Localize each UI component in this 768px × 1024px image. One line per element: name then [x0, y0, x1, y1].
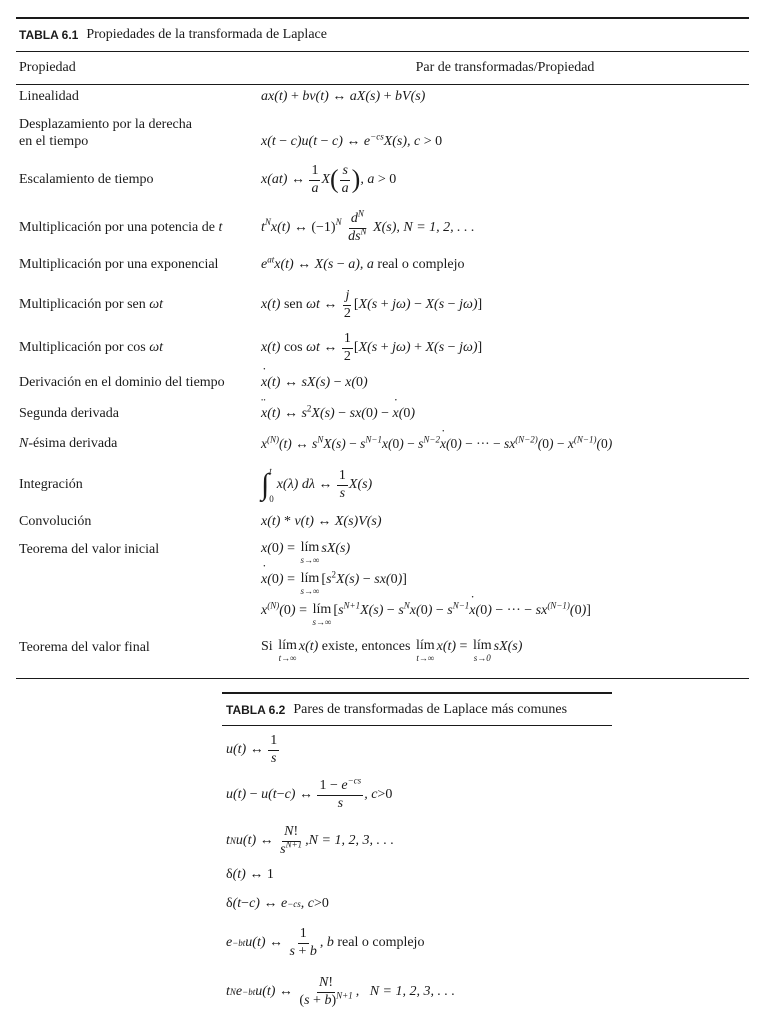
- row-label: Multiplicación por sen ωt: [19, 297, 164, 313]
- row-mult-cos: [16, 327, 749, 369]
- table-label: TABLA 6.1: [19, 28, 79, 42]
- row-label: Teorema del valor inicial: [19, 542, 160, 557]
- row-nesima: [16, 433, 749, 455]
- row-formula: ¨ x(t) ↔ $s^2X(s) - sx(0)$ − ˙ x(0): [261, 406, 749, 422]
- row-formula: $x^{(N)}(t)$ ↔ $s^NX(s) - s^{N-1}x(0)$ − $s^{N-2}˙$ x(0) − ··· − $sx^{(N-2)}(0) - x^{(N-1)}(0)$: [261, 436, 749, 452]
- row-escalamiento: [16, 158, 749, 202]
- row-formula: Si lím t→∞ x(t) existe, entonces lím t→∞ x(t) = lím s→0 sX(s): [261, 638, 523, 663]
- row-formula: x(t) cos ωt ↔ $\frac{1}{2}$ [X(s + jω) + X(s − jω)]: [261, 331, 483, 364]
- pair-tn-exp: t N e −bt u(t) ↔ $\frac{N!}{(s + b)^{N+1}}$ , N = 1, 2, 3, . . .: [226, 975, 455, 1008]
- row-convolucion: [16, 511, 749, 533]
- row-label: Escalamiento de tiempo: [19, 172, 154, 188]
- pair-pulse: u(t) − u(t − c) ↔ $\frac{1 - e^{-cs}}{s}$ , c > 0: [226, 775, 393, 811]
- row-linealidad: [16, 86, 749, 108]
- row-formula: $x^{(N)}(0)$ = lím s→∞ [$s^{N+1}X(s) - s^Nx(0)$ − $s^{N-1}˙$ x(0) − ··· − $sx^{(N-1)}(0)$]: [261, 603, 749, 627]
- row-formula: x(0) = lím s→∞ sX(s): [261, 540, 351, 565]
- pair-delta: δ (t) ↔ 1: [226, 867, 274, 882]
- row-formula: x(t) * v(t) ↔ X(s)V(s): [261, 514, 382, 529]
- row-formula: x(t) sen ωt ↔ $\frac{j}{2}$ [X(s + jω) − X(s − jω)]: [261, 288, 483, 321]
- row-label: Integración: [19, 477, 83, 493]
- row-mult-sen: [16, 284, 749, 326]
- row-integracion: [16, 462, 749, 508]
- table-title: Propiedades de la transformada de Laplace: [86, 27, 327, 42]
- pair-delta-shift: δ (t − c) ↔ e −cs , c > 0: [226, 896, 329, 911]
- row-valor-inicial: [16, 541, 749, 567]
- row-label: Multiplicación por una potencia de t: [19, 220, 223, 236]
- row-label: Multiplicación por una exponencial: [19, 257, 219, 273]
- table-6-1: [16, 17, 749, 85]
- row-segunda: [16, 403, 749, 425]
- row-label: N-ésima derivada: [19, 436, 118, 452]
- table-title: Pares de transformadas de Laplace más comunes: [293, 701, 568, 717]
- row-valor-inicial-3: [16, 600, 749, 629]
- pair-exp: e −bt u(t) ↔ $\frac{1}{s + b}$ , b real o complejo: [226, 926, 425, 959]
- table-header: [16, 52, 749, 85]
- bottom-rule: [16, 678, 749, 679]
- row-formula: $t^Nx(t)$ ↔ $(-1)^N$ $\frac{d^N}{ds^N}$ X(s), N = 1, 2, . . .: [261, 208, 475, 244]
- row-label: Multiplicación por cos ωt: [19, 340, 164, 356]
- row-mult-exponencial: [16, 254, 749, 276]
- row-mult-potencia: [16, 207, 749, 249]
- row-formula: x(t − c)u(t − c) ↔ $e^{-cs}X(s)$, c > 0: [261, 131, 443, 149]
- row-label: Convolución: [19, 514, 92, 530]
- row-label: Segunda derivada: [19, 406, 119, 422]
- row-formula: ax(t) + bv(t) ↔ aX(s) + bV(s): [261, 89, 426, 104]
- row-valor-final: [16, 639, 749, 667]
- row-formula: x(at) ↔ $\frac{1}{a}$ X( $\frac{s}{a}$ ), a > 0: [261, 163, 397, 196]
- header-pair: Par de transformadas/Propiedad: [415, 60, 595, 75]
- row-desplazamiento: [16, 113, 749, 153]
- row-formula: $e^{at}x(t)$ ↔ X(s − a), a real o complejo: [261, 254, 465, 272]
- pair-step: u(t) ↔ $\frac{1}{s}$: [226, 733, 278, 766]
- row-formula: ˙ x(t) ↔ sX(s) − x(0): [261, 375, 749, 391]
- table-6-2-caption: [222, 694, 612, 726]
- row-label: Desplazamiento por la derecha en el tiempo: [19, 116, 192, 149]
- pair-tn-step: t N u(t) ↔ $\frac{N!}{s^{N+1}}$ , N = 1, 2, 3, . . .: [226, 824, 394, 857]
- header-property: Propiedad: [19, 60, 76, 75]
- row-valor-inicial-2: [16, 569, 749, 598]
- row-derivacion: [16, 372, 749, 394]
- row-formula: ˙ x(0) = lím s→∞ $[s^2X(s) - sx(0)]$: [261, 572, 749, 596]
- row-label: Linealidad: [19, 89, 79, 105]
- table-caption: [16, 19, 749, 52]
- row-label: Teorema del valor final: [19, 640, 150, 655]
- table-label: TABLA 6.2: [226, 702, 286, 717]
- row-formula: ∫ t 0 x(λ) dλ ↔ $\frac{1}{s}$ X(s): [261, 466, 373, 504]
- row-label: Derivación en el dominio del tiempo: [19, 375, 225, 391]
